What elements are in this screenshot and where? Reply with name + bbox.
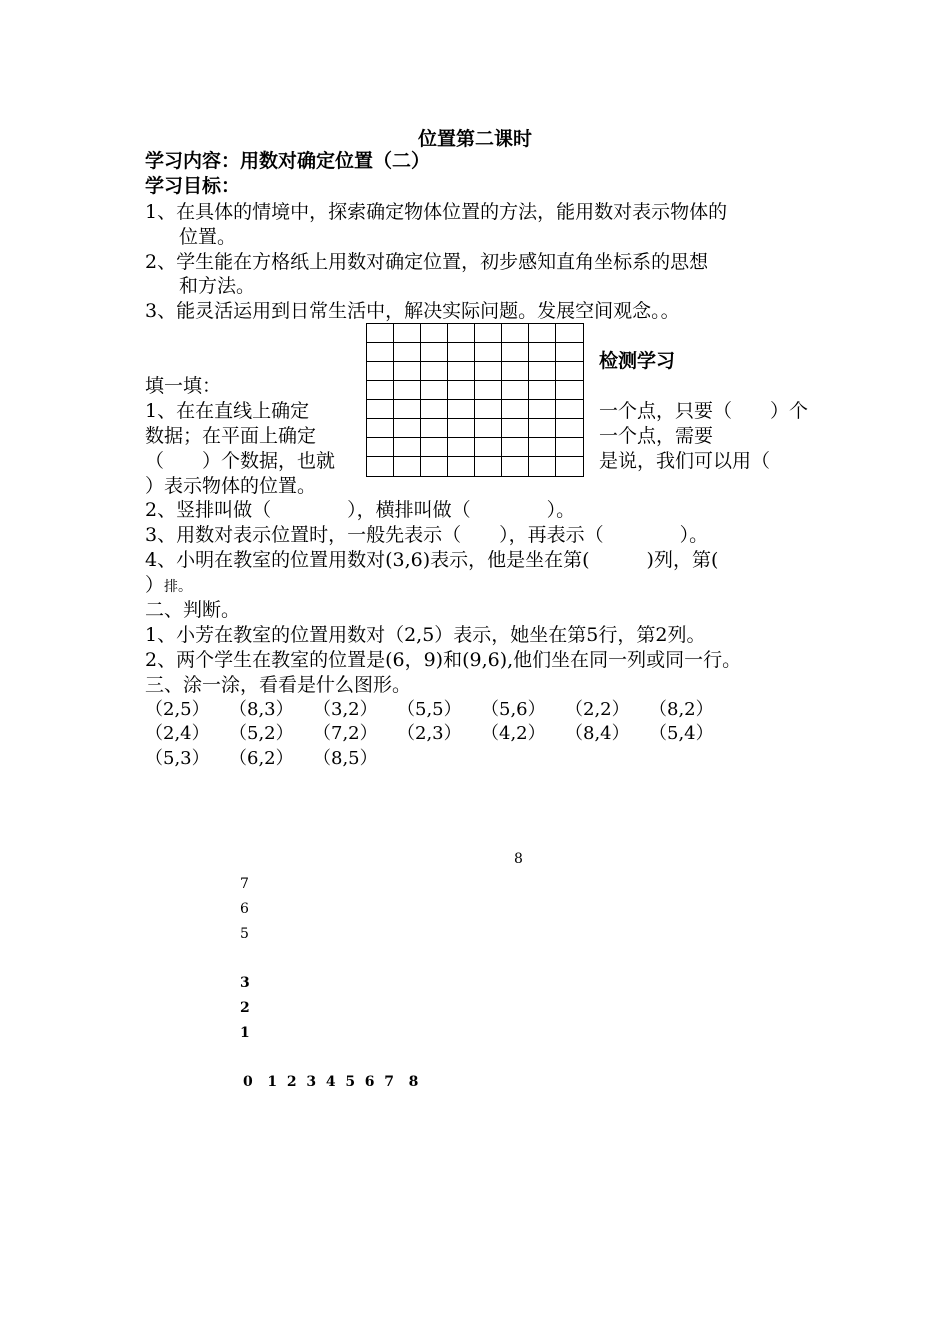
fill-q1-right-2: 一个点，需要 (599, 425, 714, 447)
learning-goals-heading: 学习目标： (145, 175, 241, 197)
coord-item: （5,3） (145, 748, 210, 769)
coord-row-2 (145, 722, 733, 746)
coord-item: （2,5） (145, 699, 210, 720)
y-axis-label: 6 (240, 901, 249, 917)
fill-q1-left-2: 数据；在平面上确定 (145, 425, 317, 447)
judge-q1: 1、小芳在教室的位置用数对（2,5）表示，她坐在第5行，第2列。 (145, 624, 706, 646)
fill-q1-end: ）表示物体的位置。 (145, 475, 317, 497)
y-axis-label: 2 (240, 1000, 250, 1016)
check-learning-heading: 检测学习 (599, 350, 676, 372)
coord-item: （3,2） (313, 699, 378, 720)
y-axis-label: 3 (240, 975, 250, 991)
coord-item: （5,4） (649, 723, 714, 744)
coord-row-3 (145, 747, 397, 771)
goal-1-line-1: 1、在具体的情境中，探索确定物体位置的方法，能用数对表示物体的 (145, 201, 728, 223)
coord-item: （8,3） (229, 699, 294, 720)
coord-item: （2,4） (145, 723, 210, 744)
y-axis-label: 1 (240, 1025, 250, 1041)
fill-q1-left-1: 1、在在直线上确定 (145, 400, 310, 422)
fill-q4-end-paren: ） (145, 574, 165, 596)
judge-q2: 2、两个学生在教室的位置是(6，9)和(9,6),他们坐在同一列或同一行。 (145, 649, 742, 671)
axis-top-label: 8 (514, 851, 523, 867)
paint-heading: 三、涂一涂，看看是什么图形。 (145, 674, 412, 696)
learning-content-heading: 学习内容：用数对确定位置（二） (145, 150, 431, 172)
fill-q1-left-3: （ ）个数据，也就 (145, 450, 336, 472)
fill-q4-end (145, 573, 192, 599)
square-grid (366, 323, 584, 477)
goal-2-line-2: 和方法。 (179, 275, 256, 297)
fill-q2: 2、竖排叫做（ ），横排叫做（ ）。 (145, 499, 576, 521)
x-axis-labels: 0 1 2 3 4 5 6 7 8 (243, 1074, 419, 1090)
fill-q3: 3、用数对表示位置时，一般先表示（ ），再表示（ ）。 (145, 524, 709, 546)
coord-item: （2,2） (565, 699, 630, 720)
fill-q1-right-1: 一个点，只要（ ）个 (599, 400, 809, 422)
coord-item: （5,5） (397, 699, 462, 720)
goal-3: 3、能灵活运用到日常生活中，解决实际问题。发展空间观念。。 (145, 300, 680, 322)
coord-item: （8,5） (313, 748, 378, 769)
y-axis-label: 5 (240, 926, 249, 942)
coord-row-1 (145, 698, 733, 722)
fill-q4-end-word: 排。 (164, 579, 193, 595)
coord-item: （8,4） (565, 723, 630, 744)
fill-heading: 填一填： (145, 375, 222, 397)
coord-item: （7,2） (313, 723, 378, 744)
judge-heading: 二、判断。 (145, 599, 241, 621)
coord-item: （6,2） (229, 748, 294, 769)
goal-1-line-2: 位置。 (179, 226, 237, 248)
coord-item: （4,2） (481, 723, 546, 744)
fill-q1-right-3: 是说，我们可以用（ (599, 450, 771, 472)
page-title: 位置第二课时 (417, 128, 532, 150)
coord-item: （5,6） (481, 699, 546, 720)
coord-item: （8,2） (649, 699, 714, 720)
goal-2-line-1: 2、学生能在方格纸上用数对确定位置，初步感知直角坐标系的思想 (145, 251, 709, 273)
y-axis-label: 7 (240, 876, 249, 892)
coord-item: （2,3） (397, 723, 462, 744)
coord-item: （5,2） (229, 723, 294, 744)
fill-q4: 4、小明在教室的位置用数对(3,6)表示，他是坐在第( )列，第( (145, 549, 719, 571)
